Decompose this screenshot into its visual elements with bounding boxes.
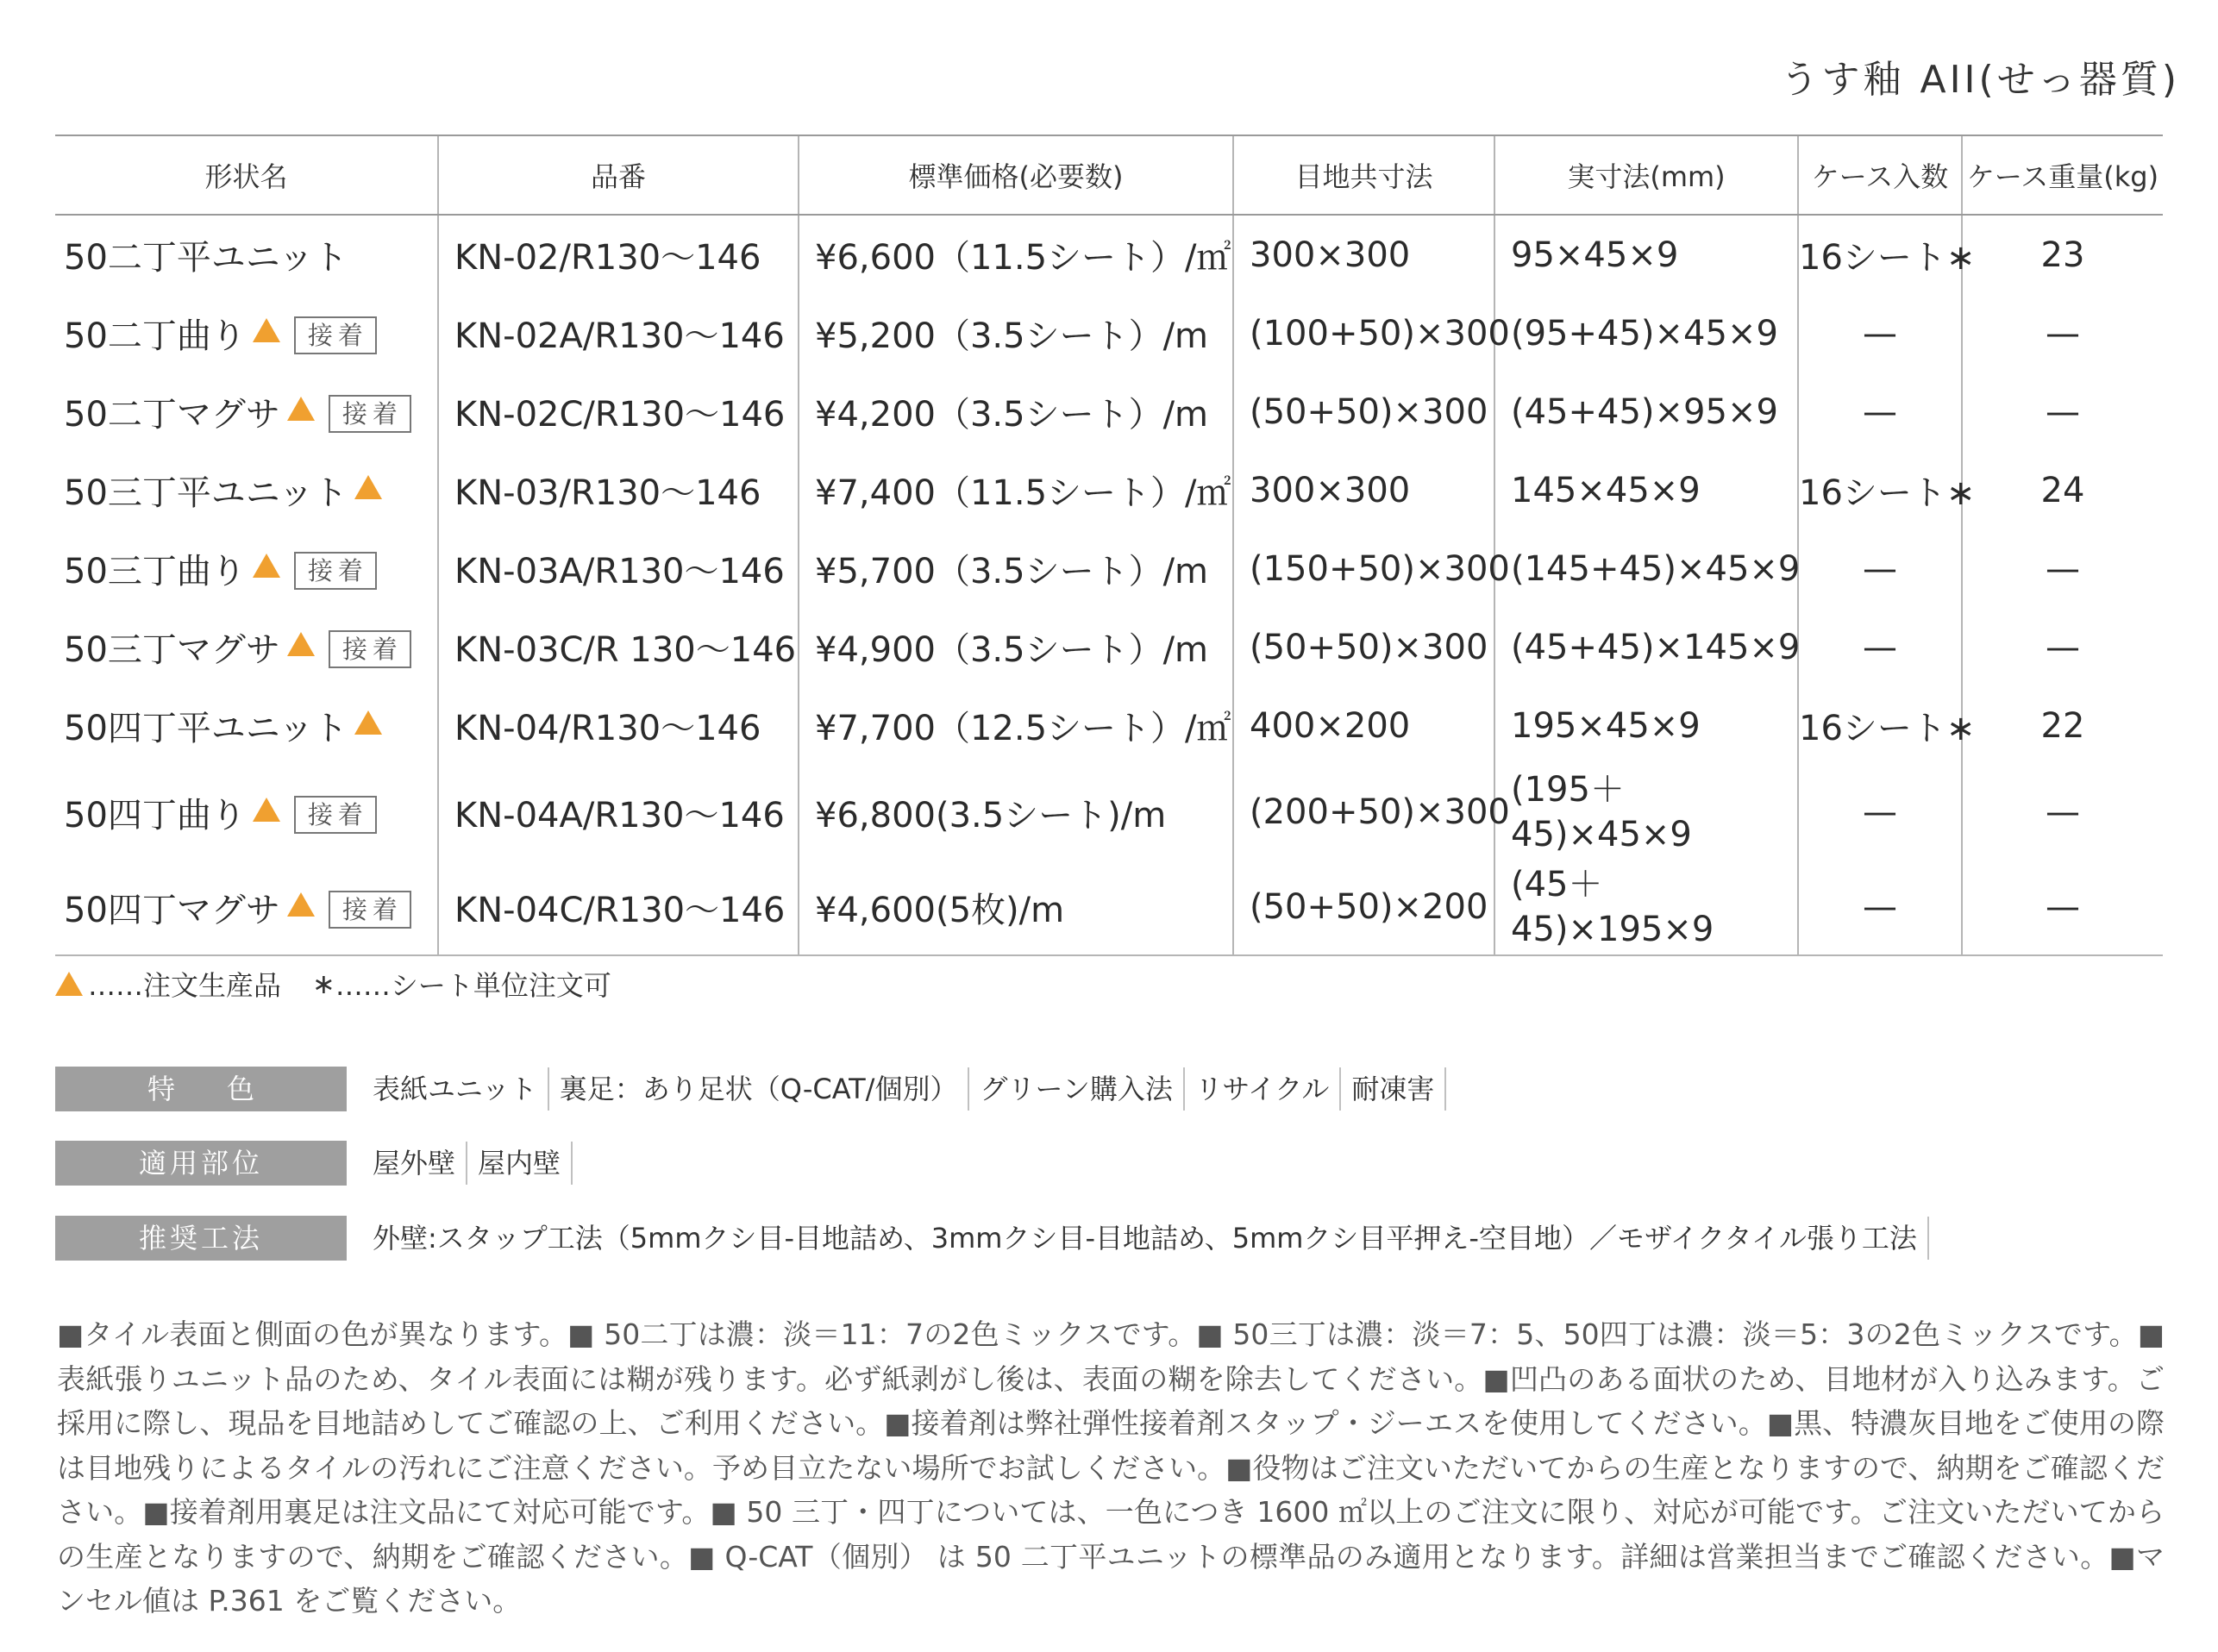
cell-joint-size [1233, 860, 1494, 955]
cell-product-code [438, 686, 799, 765]
cell-price-text: ¥4,200（3.5シート）/m [815, 395, 1209, 435]
application-item: 屋外壁 [367, 1142, 467, 1185]
cell-shape-name [55, 608, 438, 686]
cell-case-weight-text: — [2046, 313, 2080, 354]
cell-product-code [438, 608, 799, 686]
header-case-weight: ケース重量(kg) [1962, 135, 2163, 215]
cell-joint-size [1233, 529, 1510, 608]
cell-case-qty [1798, 765, 1962, 860]
cell-actual-size-text: (195＋45)×45×9 [1511, 770, 1692, 854]
cell-product-code-text: KN-04/R130〜146 [454, 709, 761, 748]
cell-joint-size-text: 300×300 [1250, 470, 1411, 510]
cell-joint-size-text: 300×300 [1250, 235, 1411, 275]
cell-joint-size [1233, 765, 1510, 860]
cell-shape-name [55, 765, 438, 860]
cell-joint-size [1233, 372, 1494, 451]
cell-price [799, 372, 1233, 451]
legend-order-text: ……注文生産品 [88, 969, 282, 1002]
cell-case-weight [1962, 294, 2163, 372]
cell-price-text: ¥4,600(5枚)/m [815, 890, 1065, 930]
cell-actual-size [1494, 372, 1798, 451]
cell-shape-name [55, 294, 438, 372]
cell-actual-size [1494, 215, 1798, 294]
page-title: うす釉 AII(せっ器質) [1780, 58, 2180, 102]
cell-joint-size-text: (150+50)×300 [1250, 548, 1510, 589]
application-item: 屋内壁 [467, 1142, 573, 1185]
cell-case-weight-text: 24 [2040, 470, 2085, 510]
cell-actual-size [1494, 451, 1798, 529]
table-row [55, 372, 2163, 451]
cell-case-qty [1798, 372, 1962, 451]
header-case-qty: ケース入数 [1798, 135, 1962, 215]
feature-item: 裏足：あり足状（Q-CAT/個別） [549, 1067, 970, 1111]
spec-table [55, 135, 2163, 956]
cell-actual-size [1494, 860, 1798, 955]
feature-item: 表紙ユニット [367, 1067, 549, 1111]
cell-actual-size-text: (45＋45)×195×9 [1511, 865, 1714, 949]
cell-shape-name-text: 50二丁曲り [64, 316, 246, 356]
cell-case-qty [1798, 294, 1962, 372]
cell-case-qty [1798, 529, 1962, 608]
cell-product-code-text: KN-03C/R 130〜146 [454, 630, 797, 670]
cell-product-code-text: KN-02A/R130〜146 [454, 316, 785, 356]
adhesive-badge: 接着 [329, 891, 411, 929]
triangle-icon [287, 397, 315, 421]
triangle-icon [55, 972, 83, 996]
cell-price [799, 215, 1233, 294]
cell-product-code [438, 372, 799, 451]
cell-joint-size [1233, 686, 1494, 765]
cell-product-code-text: KN-03/R130〜146 [454, 473, 761, 513]
cell-shape-name-text: 50四丁マグサ [64, 890, 280, 930]
cell-actual-size-text: (95+45)×45×9 [1511, 313, 1778, 354]
cell-product-code-text: KN-04C/R130〜146 [454, 890, 786, 930]
applications-row [55, 1141, 573, 1186]
cell-product-code-text: KN-03A/R130〜146 [454, 552, 785, 591]
cell-case-qty [1798, 451, 1976, 529]
methods-label: 推奨工法 [55, 1216, 347, 1261]
cell-case-weight [1962, 372, 2163, 451]
table-row [55, 608, 2163, 686]
cell-actual-size [1494, 529, 1801, 608]
legend [55, 964, 611, 1004]
cell-joint-size [1233, 294, 1510, 372]
cell-case-weight-text: — [2046, 391, 2080, 432]
cell-joint-size [1233, 451, 1494, 529]
triangle-icon [253, 318, 280, 342]
cell-case-qty-text: 16シート∗ [1799, 473, 1976, 513]
cell-joint-size-text: (100+50)×300 [1250, 313, 1510, 354]
cell-case-qty-text: — [1863, 548, 1897, 589]
methods-row [55, 1216, 1929, 1261]
cell-actual-size [1494, 608, 1801, 686]
cell-product-code [438, 860, 799, 955]
cell-product-code-text: KN-04A/R130〜146 [454, 795, 785, 835]
triangle-icon [354, 710, 382, 735]
cell-case-weight [1962, 765, 2163, 860]
cell-shape-name-text: 50二丁平ユニット [64, 238, 348, 278]
table-row [55, 529, 2163, 608]
adhesive-badge: 接着 [294, 552, 377, 590]
cell-price [799, 529, 1233, 608]
cell-case-qty [1798, 215, 1976, 294]
cell-case-qty [1798, 608, 1962, 686]
cell-shape-name [55, 529, 438, 608]
cell-shape-name [55, 451, 438, 529]
cell-product-code [438, 451, 799, 529]
cell-case-weight-text: 22 [2040, 705, 2085, 746]
cell-product-code-text: KN-02C/R130〜146 [454, 395, 786, 435]
cell-case-weight-text: 23 [2040, 235, 2085, 275]
triangle-icon [354, 475, 382, 499]
cell-price-text: ¥5,200（3.5シート）/m [815, 316, 1209, 356]
cell-actual-size [1494, 294, 1798, 372]
cell-product-code [438, 294, 799, 372]
cell-actual-size-text: 195×45×9 [1511, 705, 1701, 746]
cell-case-qty-text: 16シート∗ [1799, 709, 1976, 748]
feature-item: グリーン購入法 [969, 1067, 1184, 1111]
cell-shape-name [55, 860, 438, 955]
header-actual-size: 実寸法(mm) [1494, 135, 1798, 215]
cell-shape-name [55, 372, 438, 451]
cell-shape-name-text: 50四丁曲り [64, 795, 246, 835]
cell-price [799, 294, 1233, 372]
asterisk-icon: ∗ [312, 967, 335, 1000]
cell-product-code-text: KN-02/R130〜146 [454, 238, 761, 278]
cell-case-qty-text: — [1863, 887, 1897, 927]
cell-price-text: ¥7,700（12.5シート）/㎡ [815, 709, 1231, 748]
header-price: 標準価格(必要数) [799, 135, 1233, 215]
cell-price-text: ¥5,700（3.5シート）/m [815, 552, 1209, 591]
table-row [55, 686, 2163, 765]
cell-case-weight [1962, 860, 2163, 955]
cell-product-code [438, 765, 799, 860]
cell-joint-size [1233, 215, 1494, 294]
cell-price-text: ¥4,900（3.5シート）/m [815, 630, 1209, 670]
adhesive-badge: 接着 [329, 395, 411, 433]
adhesive-badge: 接着 [294, 796, 377, 834]
cell-product-code [438, 215, 799, 294]
applications-label: 適用部位 [55, 1141, 347, 1186]
cell-joint-size-text: (200+50)×300 [1250, 792, 1510, 832]
cell-actual-size [1494, 686, 1798, 765]
cell-case-qty-text: — [1863, 391, 1897, 432]
cell-case-weight [1962, 529, 2163, 608]
cell-price [799, 451, 1233, 529]
cell-shape-name-text: 50二丁マグサ [64, 395, 280, 435]
header-shape-name: 形状名 [55, 135, 438, 215]
cell-case-qty-text: — [1863, 627, 1897, 667]
cell-case-weight-text: — [2046, 792, 2080, 832]
features-row [55, 1067, 1446, 1111]
feature-item: 耐凍害 [1341, 1067, 1446, 1111]
cell-price [799, 686, 1233, 765]
triangle-icon [253, 554, 280, 578]
cell-case-weight [1962, 215, 2163, 294]
cell-case-weight-text: — [2046, 627, 2080, 667]
cell-actual-size-text: 145×45×9 [1511, 470, 1701, 510]
cell-case-weight [1962, 451, 2163, 529]
cell-price-text: ¥6,800(3.5シート)/m [815, 795, 1167, 835]
cell-joint-size-text: (50+50)×300 [1250, 391, 1488, 432]
cell-shape-name-text: 50四丁平ユニット [64, 709, 348, 748]
cell-actual-size-text: (145+45)×45×9 [1511, 548, 1801, 589]
cell-price-text: ¥6,600（11.5シート）/㎡ [815, 238, 1231, 278]
cell-price-text: ¥7,400（11.5シート）/㎡ [815, 473, 1231, 513]
cell-case-qty-text: — [1863, 792, 1897, 832]
cell-shape-name-text: 50三丁マグサ [64, 630, 280, 670]
cell-actual-size-text: (45+45)×95×9 [1511, 391, 1778, 432]
cell-shape-name-text: 50三丁曲り [64, 552, 246, 591]
cell-price [799, 765, 1233, 860]
adhesive-badge: 接着 [294, 316, 377, 354]
table-row [55, 860, 2163, 955]
header-joint-size: 目地共寸法 [1233, 135, 1494, 215]
cell-case-qty-text: 16シート∗ [1799, 238, 1976, 278]
cell-joint-size [1233, 608, 1494, 686]
cell-case-qty [1798, 686, 1976, 765]
table-row [55, 451, 2163, 529]
cell-case-weight [1962, 686, 2163, 765]
triangle-icon [287, 892, 315, 917]
cell-joint-size-text: (50+50)×300 [1250, 627, 1488, 667]
cell-case-weight-text: — [2046, 548, 2080, 589]
cell-joint-size-text: 400×200 [1250, 705, 1411, 746]
cell-case-qty [1798, 860, 1962, 955]
cell-actual-size-text: (45+45)×145×9 [1511, 627, 1801, 667]
cell-price [799, 860, 1233, 955]
feature-item: リサイクル [1185, 1067, 1342, 1111]
table-row [55, 765, 2163, 860]
triangle-icon [253, 798, 280, 822]
cell-case-qty-text: — [1863, 313, 1897, 354]
triangle-icon [287, 632, 315, 656]
cell-actual-size [1494, 765, 1798, 860]
cell-product-code [438, 529, 799, 608]
cell-actual-size-text: 95×45×9 [1511, 235, 1679, 275]
notes-text: ■タイル表面と側面の色が異なります。■ 50二丁は濃：淡＝11：7の2色ミックスです。■ 50三丁は濃：淡＝7：5、50四丁は濃：淡＝5：3の2色ミックスです。■表紙張りユニット品のため、タイル表面には糊が残ります。必ず紙剥がし後は、表面の糊を除去してください。■凹凸のある面状のため、目地材が入り込みます。ご採用に際し、現品を目地詰めしてご確認の上、ご利用ください。■接着剤は弊社弾性接着剤スタップ・ジーエスを使用してください。■黒、特濃灰目地をご使用の際は目地残りによるタイルの汚れにご注意ください。予め目立たない場所でお試しください。■役物はご注文いただいてからの生産となりますので、納期をご確認ください。■接着剤用裏足は注文品にて対応可能です。■ 50 三丁・四丁については、一色につき 1600 ㎡以上のご注文に限り、対応が可能です。ご注文いただいてからの生産となりますので、納期をご確認ください。■ Q-CAT（個別） は 50 二丁平ユニットの標準品のみ適用となります。詳細は営業担当までご確認ください。■マンセル値は P.361 をご覧ください。 [57, 1317, 2165, 1618]
cell-shape-name [55, 686, 438, 765]
table-row [55, 215, 2163, 294]
features-label: 特色 [55, 1067, 347, 1111]
cell-case-weight-text: — [2046, 887, 2080, 927]
table-row [55, 294, 2163, 372]
cell-joint-size-text: (50+50)×200 [1250, 887, 1488, 927]
method-item: 外壁:スタップ工法（5mmクシ目-目地詰め、3mmクシ目-目地詰め、5mmクシ目平押え-空目地）／モザイクタイル張り工法 [367, 1217, 1929, 1260]
table-header-row [55, 135, 2163, 215]
cell-price [799, 608, 1233, 686]
cell-shape-name [55, 215, 438, 294]
header-product-code: 品番 [438, 135, 799, 215]
adhesive-badge: 接着 [329, 630, 411, 668]
legend-sheet-text: ……シート単位注文可 [335, 969, 611, 1002]
cell-case-weight [1962, 608, 2163, 686]
cell-shape-name-text: 50三丁平ユニット [64, 473, 348, 513]
